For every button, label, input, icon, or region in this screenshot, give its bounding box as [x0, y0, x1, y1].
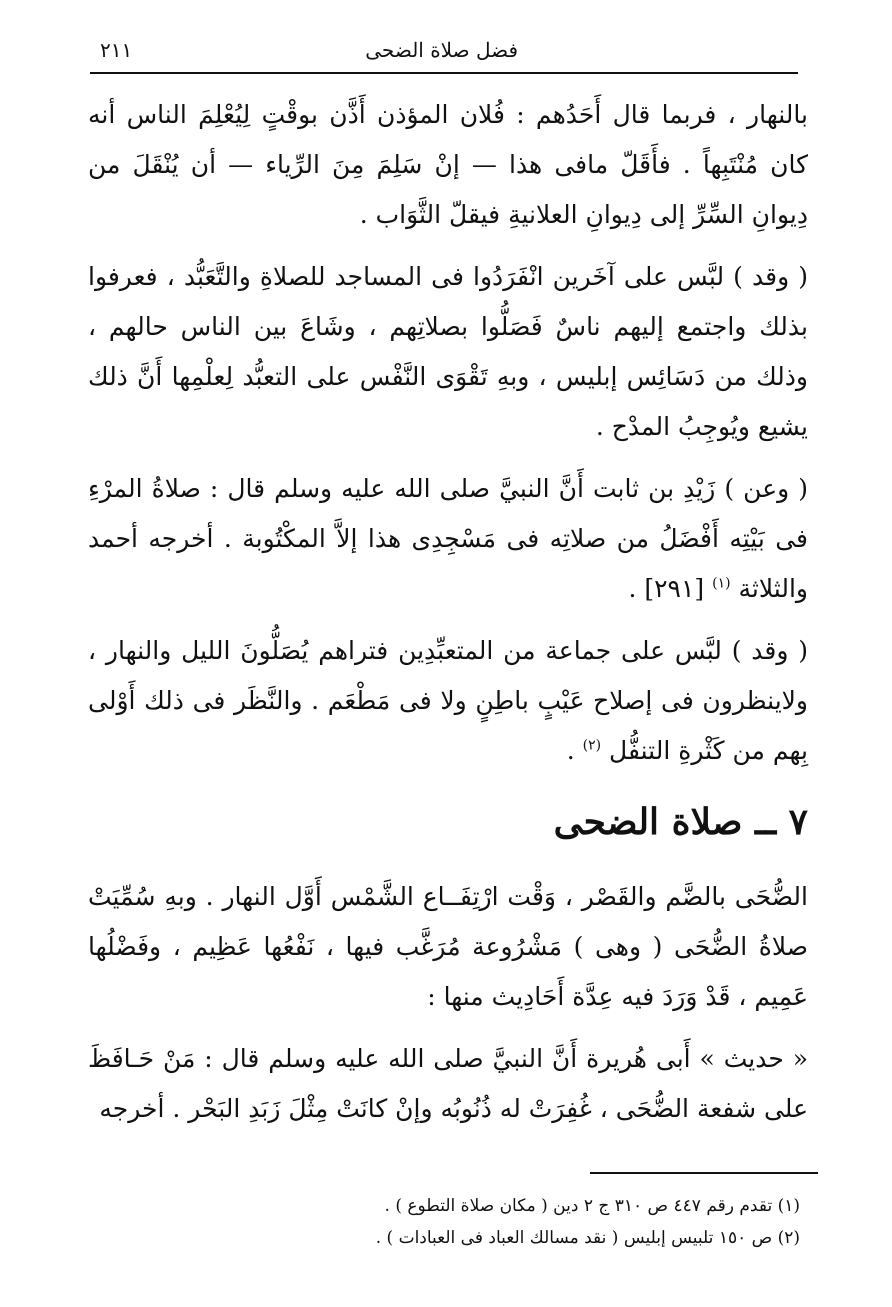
footnote-1: (١) تقدم رقم ٤٤٧ ص ٣١٠ ج ٢ دين ( مكان صلاة التطوع ) . [384, 1196, 800, 1216]
section-paragraph: الضُّحَى بالضَّم والقَصْر ، وَقْت ارْتِفَــاع الشَّمْس أَوَّل النهار . وبهِ سُمِّيَتْ صلاةُ الضُّحَى ( وهى ) مَشْرُوعة مُرَغَّب فيها ، نَفْعُها عَظِيم ، وفَضْلُها عَمِيم ، قَدْ وَرَدَ فيه عِدَّة أَحَادِيث منها : [88, 882, 808, 1011]
paragraph-text: ( وقد ) لبَّس على جماعة من المتعبِّدِين فتراهم يُصَلُّونَ الليل والنهار ، ولاينظرون فى إصلاح عَيْبٍ باطِنٍ ولا فى مَطْعَم . والنَّظَر فى ذلك أَوْلى بِهم من كَثْرةِ التنفُّل [88, 636, 808, 765]
footnote-marker-1: (١) [712, 575, 731, 592]
page-number: ٢١١ [100, 38, 133, 62]
footnote-divider [590, 1172, 818, 1174]
paragraph-worshippers [88, 626, 808, 776]
hadith-zaid-text: ( وعن ) زَيْدِ بن ثابت أَنَّ النبيَّ صلى الله عليه وسلم قال : صلاةُ المرْءِ فى بَيْتِه أَفْضَلُ من صلاتِه فى مَسْجِدِى هذا إلاَّ المكْتُوبة . أخرجه أحمد والثلاثة [88, 474, 808, 603]
footnote-marker-2: (٢) [582, 737, 602, 754]
section-paragraph: « حديث » أَبى هُريرة أَنَّ النبيَّ صلى الله عليه وسلم قال : مَنْ حَـافَظَ على شفعة الضُّحَى ، غُفِرَتْ له ذُنُوبُه وإنْ كانَتْ مِثْلَ زَبَدِ البَحْر . أخرجه [88, 1044, 808, 1123]
paragraph: بالنهار ، فربما قال أَحَدُهم : فُلان المؤذن أَذَّن بوقْتٍ لِيُعْلِمَ الناس أنه كان مُنْتَبِهاً . فأَقَلّ مافى هذا — إنْ سَلِمَ مِنَ الرِّياء — أن يُنْقَلَ من دِيوانِ السِّرِّ إلى دِيوانِ العلانيةِ فيقلّ الثَّوَاب . [88, 100, 808, 229]
section-heading: ٧ ــ صلاة الضحى [553, 801, 808, 843]
paragraph: ( وقد ) لبَّس على آخَرين انْفَرَدُوا فى المساجد للصلاةِ والتَّعَبُّد ، فعرفوا بذلك واجتمع إليهم ناسٌ فَصَلُّوا بصلاتِهم ، وشَاعَ بين الناس حالهم ، وذلك من دَسَائِس إبليس ، وبهِ تَقْوَى النَّفْس على التعبُّد لِعلْمِها أَنَّ ذلك يشيع ويُوجِبُ المدْح . [88, 262, 808, 441]
running-title: فضل صلاة الضحى [365, 38, 518, 62]
footnotes [200, 1190, 800, 1254]
hadith-zaid-paragraph [88, 464, 808, 614]
footnote-2: (٢) ص ١٥٠ تلبيس إبليس ( نقد مسالك العباد فى العبادات ) . [375, 1228, 800, 1248]
paragraph-end: . [566, 736, 575, 765]
hadith-reference: [٢٩١] . [628, 574, 705, 603]
page-header [90, 32, 798, 74]
main-text [88, 90, 808, 1146]
